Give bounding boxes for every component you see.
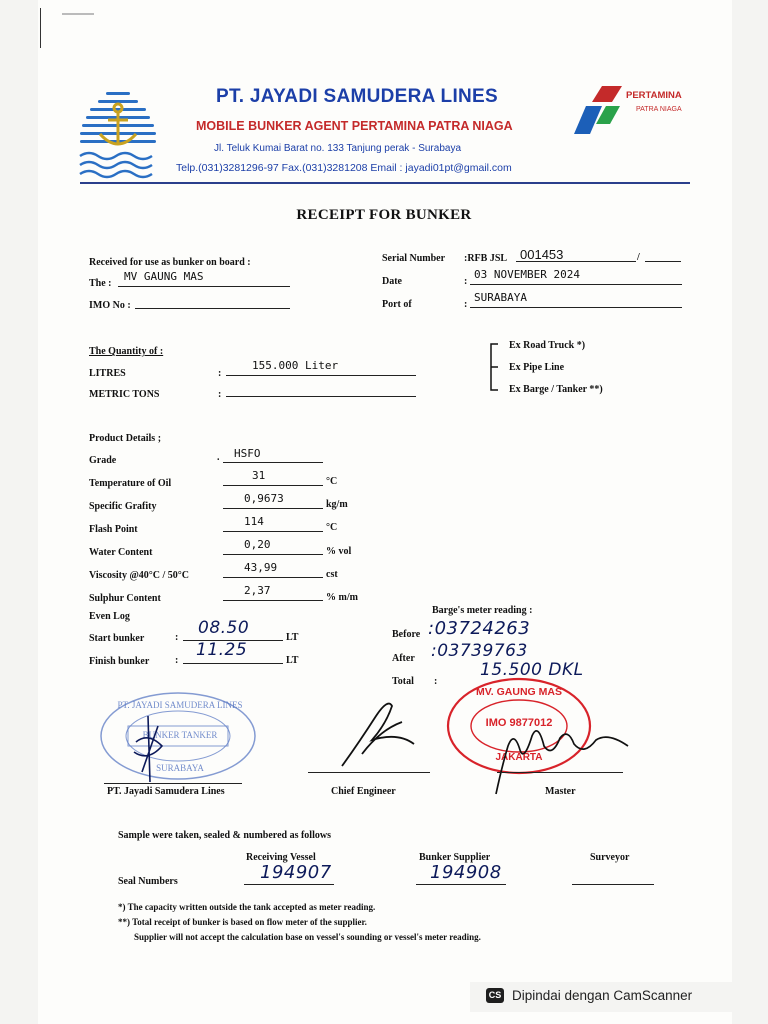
company-name: PT. JAYADI SAMUDERA LINES bbox=[216, 86, 499, 107]
note-supplier: Supplier will not accept the calculation base on vessel's sounding or vessel's meter reading. bbox=[134, 932, 481, 942]
vessel-name-value: MV GAUNG MAS bbox=[124, 270, 204, 283]
product-row-label: Flash Point bbox=[89, 524, 138, 535]
imo-line bbox=[135, 308, 290, 309]
scan-smudge bbox=[62, 13, 94, 15]
litres-value: 155.000 Liter bbox=[252, 359, 339, 372]
chief-engineer-signature bbox=[336, 694, 420, 774]
start-bunker-label: Start bunker bbox=[89, 633, 145, 644]
received-label: Received for use as bunker on board : bbox=[89, 257, 251, 268]
delivery-bracket bbox=[486, 342, 502, 392]
finish-bunker-value: 11.25 bbox=[196, 640, 248, 660]
temperature-value: 31 bbox=[252, 469, 266, 482]
grade-value: HSFO bbox=[234, 447, 261, 460]
company-stamp-bottom: SURABAYA bbox=[156, 763, 204, 773]
delivery-pipe-line: Ex Pipe Line bbox=[509, 362, 565, 373]
scan-edge-mark bbox=[40, 8, 41, 48]
port-colon: : bbox=[464, 299, 468, 310]
start-bunker-value: 08.50 bbox=[198, 618, 250, 638]
note-total-receipt: **) Total receipt of bunker is based on flow meter of the supplier. bbox=[118, 917, 367, 927]
product-row-label: Grade bbox=[89, 455, 117, 466]
product-row-label: Temperature of Oil bbox=[89, 478, 172, 489]
date-value: 03 NOVEMBER 2024 bbox=[474, 268, 580, 281]
date-colon: : bbox=[464, 276, 468, 287]
metric-tons-label: METRIC TONS bbox=[89, 389, 160, 400]
seal-receiving-line bbox=[244, 884, 334, 885]
document-title: RECEIPT FOR BUNKER bbox=[296, 207, 472, 223]
agent-signature-line bbox=[104, 783, 242, 784]
engineer-signature-label: Chief Engineer bbox=[331, 786, 396, 797]
serial-prefix: :RFB JSL bbox=[464, 253, 508, 264]
pertamina-logo-icon bbox=[572, 84, 624, 138]
vessel-the-label: The : bbox=[89, 278, 112, 289]
ship-stamp-top: MV. GAUNG MAS bbox=[476, 686, 562, 698]
product-heading: Product Details ; bbox=[89, 433, 162, 444]
litres-colon: : bbox=[218, 368, 222, 379]
imo-label: IMO No : bbox=[89, 300, 131, 311]
camscanner-logo-icon: CS bbox=[486, 988, 504, 1003]
meter-before-value: :03724263 bbox=[428, 618, 531, 639]
header-divider bbox=[80, 182, 690, 184]
date-label: Date bbox=[382, 276, 402, 287]
finish-bunker-colon: : bbox=[175, 655, 179, 666]
meter-total-label: Total bbox=[392, 676, 414, 687]
seal-supplier-value: 194908 bbox=[430, 862, 502, 883]
port-line bbox=[470, 307, 682, 308]
product-row-label: Viscosity @40°C / 50°C bbox=[89, 570, 189, 581]
delivery-barge-tanker: Ex Barge / Tanker **) bbox=[509, 384, 603, 395]
finish-bunker-line bbox=[183, 663, 283, 664]
viscosity-unit: cst bbox=[326, 569, 338, 580]
vessel-name-line bbox=[118, 286, 290, 287]
serial-line bbox=[516, 261, 636, 262]
port-value: SURABAYA bbox=[474, 291, 527, 304]
agent-signature bbox=[118, 712, 178, 786]
finish-bunker-unit: LT bbox=[286, 655, 299, 666]
seal-surveyor-line bbox=[572, 884, 654, 885]
partner-name: PERTAMINA bbox=[626, 90, 682, 101]
company-anchor-logo bbox=[78, 88, 158, 183]
viscosity-value: 43,99 bbox=[244, 561, 278, 574]
company-stamp-top: PT. JAYADI SAMUDERA LINES bbox=[117, 700, 243, 710]
product-row-line bbox=[223, 577, 323, 578]
seal-numbers-label: Seal Numbers bbox=[118, 876, 178, 887]
samples-heading: Sample were taken, sealed & numbered as follows bbox=[118, 830, 331, 841]
master-signature-line bbox=[497, 772, 623, 773]
meter-reading-heading: Barge's meter reading : bbox=[432, 605, 533, 616]
water-content-unit: % vol bbox=[326, 546, 352, 557]
company-stamp-mid: BUNKER TANKER bbox=[142, 730, 218, 740]
master-signature-label: Master bbox=[545, 786, 576, 797]
serial-suffix: / bbox=[637, 252, 640, 263]
date-line bbox=[470, 284, 682, 285]
specific-gravity-value: 0,9673 bbox=[244, 492, 284, 505]
product-row-label: Water Content bbox=[89, 547, 153, 558]
flash-point-unit: °C bbox=[326, 522, 338, 533]
delivery-road-truck: Ex Road Truck *) bbox=[509, 340, 586, 351]
bunker-supplier-label: Bunker Supplier bbox=[419, 852, 491, 863]
agent-signature-label: PT. Jayadi Samudera Lines bbox=[107, 786, 225, 797]
ship-stamp-bottom: JAKARTA bbox=[495, 752, 543, 763]
product-row-label: Sulphur Content bbox=[89, 593, 161, 604]
seal-supplier-line bbox=[416, 884, 506, 885]
product-row-label: Specific Grafity bbox=[89, 501, 157, 512]
sulphur-unit: % m/m bbox=[326, 592, 358, 603]
seal-receiving-value: 194907 bbox=[260, 862, 332, 883]
litres-line bbox=[226, 375, 416, 376]
serial-number-value: 001453 bbox=[520, 247, 564, 262]
scanner-watermark-text: Dipindai dengan CamScanner bbox=[512, 988, 693, 1003]
litres-label: LITRES bbox=[89, 368, 126, 379]
specific-gravity-unit: kg/m bbox=[326, 499, 348, 510]
water-content-value: 0,20 bbox=[244, 538, 271, 551]
metric-tons-colon: : bbox=[218, 389, 222, 400]
start-bunker-colon: : bbox=[175, 632, 179, 643]
meter-total-colon: : bbox=[434, 676, 438, 687]
product-row-line bbox=[223, 531, 323, 532]
meter-before-label: Before bbox=[392, 629, 421, 640]
receiving-vessel-label: Receiving Vessel bbox=[246, 852, 316, 863]
ship-stamp-mid: IMO 9877012 bbox=[485, 717, 553, 729]
meter-after-label: After bbox=[392, 653, 415, 664]
start-bunker-unit: LT bbox=[286, 632, 299, 643]
row-colon: . bbox=[217, 452, 220, 463]
product-row-line bbox=[223, 508, 323, 509]
flash-point-value: 114 bbox=[244, 515, 264, 528]
product-row-line bbox=[223, 600, 323, 601]
finish-bunker-label: Finish bunker bbox=[89, 656, 150, 667]
note-capacity: *) The capacity written outside the tank accepted as meter reading. bbox=[118, 902, 376, 912]
surveyor-label: Surveyor bbox=[590, 852, 630, 863]
temperature-unit: °C bbox=[326, 476, 338, 487]
metric-tons-line bbox=[226, 396, 416, 397]
sulphur-value: 2,37 bbox=[244, 584, 271, 597]
serial-label: Serial Number bbox=[382, 253, 446, 264]
company-address: Jl. Teluk Kumai Barat no. 133 Tanjung perak - Surabaya bbox=[214, 143, 462, 154]
port-label: Port of bbox=[382, 299, 412, 310]
even-log-heading: Even Log bbox=[89, 611, 130, 622]
meter-after-value: :03739763 bbox=[431, 641, 528, 661]
serial-suffix-line bbox=[645, 261, 681, 262]
product-row-line bbox=[223, 554, 323, 555]
product-row-line bbox=[223, 462, 323, 463]
engineer-signature-line bbox=[308, 772, 430, 773]
partner-subtitle: PATRA NIAGA bbox=[636, 106, 682, 113]
meter-total-value: 15.500 DKL bbox=[480, 660, 584, 680]
product-row-line bbox=[223, 485, 323, 486]
agent-subtitle: MOBILE BUNKER AGENT PERTAMINA PATRA NIAGA bbox=[196, 119, 513, 133]
company-contact: Telp.(031)3281296-97 Fax.(031)3281208 Email : jayadi01pt@gmail.com bbox=[176, 162, 512, 174]
quantity-heading: The Quantity of : bbox=[89, 346, 164, 357]
